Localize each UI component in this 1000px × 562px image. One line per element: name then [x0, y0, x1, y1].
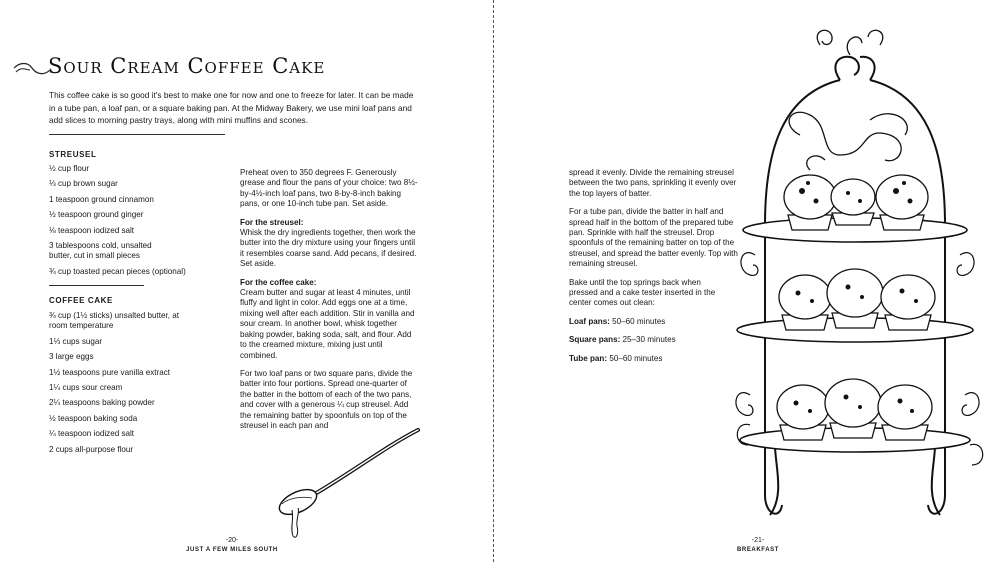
streusel-heading: STREUSEL — [49, 150, 97, 159]
right-page-number: -21- — [751, 537, 765, 544]
bake-time-label: Square pans: — [569, 335, 621, 345]
ingredient-item: ¾ cup (1½ sticks) unsalted butter, at room temperature — [49, 311, 180, 331]
bake-time-label: Tube pan: — [569, 353, 608, 363]
cake-step-heading: For the coffee cake: — [240, 277, 317, 287]
recipe-intro: This coffee cake is so good it's best to make one for now and one to freeze for later. It can be made in a tube pan, a loaf pan, or a square baking pan. At the Midway Bakery, we use mini loaf pans and add slices to morning pastry trays, along with mini muffins and scones. — [49, 90, 414, 125]
ingredient-item: ⅓ cup brown sugar — [49, 179, 118, 189]
bake-time-value: 25–30 minutes — [622, 335, 676, 345]
method-column-left — [240, 168, 420, 439]
cake-stand-illustration — [720, 25, 1000, 545]
ingredient-item: 3 large eggs — [49, 352, 94, 362]
ingredient-item: ⅛ teaspoon iodized salt — [49, 225, 135, 235]
right-running-footer: BREAKFAST — [736, 547, 780, 553]
ingredient-item: ½ cup flour — [49, 164, 90, 173]
intro-divider — [49, 134, 225, 135]
ingredient-item: 1¼ cups sour cream — [49, 383, 123, 393]
continued-step: spread it evenly. Divide the remaining streusel between the two pans, sprinkling it evenly over the top layers of batter. — [569, 168, 737, 198]
left-folio — [162, 537, 302, 553]
ingredient-item: ¼ teaspoon iodized salt — [49, 429, 135, 439]
bake-time-value: 50–60 minutes — [609, 353, 663, 363]
streusel-step-heading: For the streusel: — [240, 217, 304, 227]
ingredient-item: ¾ cup toasted pecan pieces (optional) — [49, 266, 186, 276]
preheat-step: Preheat oven to 350 degrees F. Generously grease and flour the pans of your choice: two 8½-by-4½-inch loaf pans, two 8-by-8-inch baking pans, or one 10-inch tube pan. Set aside. — [240, 168, 418, 209]
ingredient-item: 1½ teaspoons pure vanilla extract — [49, 367, 171, 377]
ingredient-item: 1 teaspoon ground cinnamon — [49, 194, 154, 204]
method-column-right — [569, 168, 739, 372]
bake-time-tube — [569, 354, 739, 364]
streusel-ingredient-list — [49, 164, 219, 277]
ingredient-item: 2 cups all-purpose flour — [49, 444, 134, 454]
cake-step-text: Cream butter and sugar at least 4 minutes, until fluffy and light in color. Add eggs one at a time, mixing well after each addition. Stir in vanilla and sour cream. In another bowl, whisk together baking powder, baking soda, salt, and flour. Add to the creamed mixture, mixing just until combined. — [240, 288, 415, 360]
tube-step: For a tube pan, divide the batter in half and spread half in the bottom of the prepared tube pan. Sprinkle with half the streusel. Drop spoonfuls of the remaining batter on top of the streusel, and spread the batter evenly. Top with remaining streusel. — [569, 207, 738, 269]
coffee-cake-heading: COFFEE CAKE — [49, 296, 113, 305]
bake-time-square — [569, 335, 739, 345]
coffee-cake-ingredient-list — [49, 311, 219, 455]
bake-time-loaf — [569, 317, 739, 327]
ingredient-item: 1⅓ cups sugar — [49, 336, 103, 346]
right-folio — [688, 537, 828, 553]
bake-time-value: 50–60 minutes — [612, 316, 666, 326]
streusel-step-text: Whisk the dry ingredients together, then work the butter into the dry mixture using your fingers until it resembles coarse sand. Add pecans, if desired. Set aside. — [240, 228, 417, 269]
ingredient-item: 2¼ teaspoons baking powder — [49, 398, 155, 408]
page-gutter-fold — [493, 0, 494, 562]
streusel-step — [240, 218, 420, 270]
section-divider — [49, 285, 144, 286]
cake-step — [240, 278, 420, 361]
ingredient-item: ½ teaspoon baking soda — [49, 413, 138, 423]
title-swash-ornament — [12, 60, 52, 80]
bake-step: Bake until the top springs back when pressed and a cake tester inserted in the center comes out clean: — [569, 277, 716, 308]
left-page-number: -20- — [225, 537, 239, 544]
ingredient-item: ½ teaspoon ground ginger — [49, 210, 144, 220]
ingredient-item: 3 tablespoons cold, unsalted butter, cut in small pieces — [49, 241, 152, 261]
bake-time-label: Loaf pans: — [569, 316, 610, 326]
left-running-footer: JUST A FEW MILES SOUTH — [186, 547, 278, 553]
loaf-step: For two loaf pans or two square pans, divide the batter into four portions. Spread one-quarter of the batter in the bottom of each of the two pans, and cover with a generous ¼ cup streusel. Add the remaining batter by spoonfuls on top of the streusel in each pan and — [240, 368, 413, 430]
recipe-title: Sour Cream Coffee Cake — [48, 54, 326, 78]
